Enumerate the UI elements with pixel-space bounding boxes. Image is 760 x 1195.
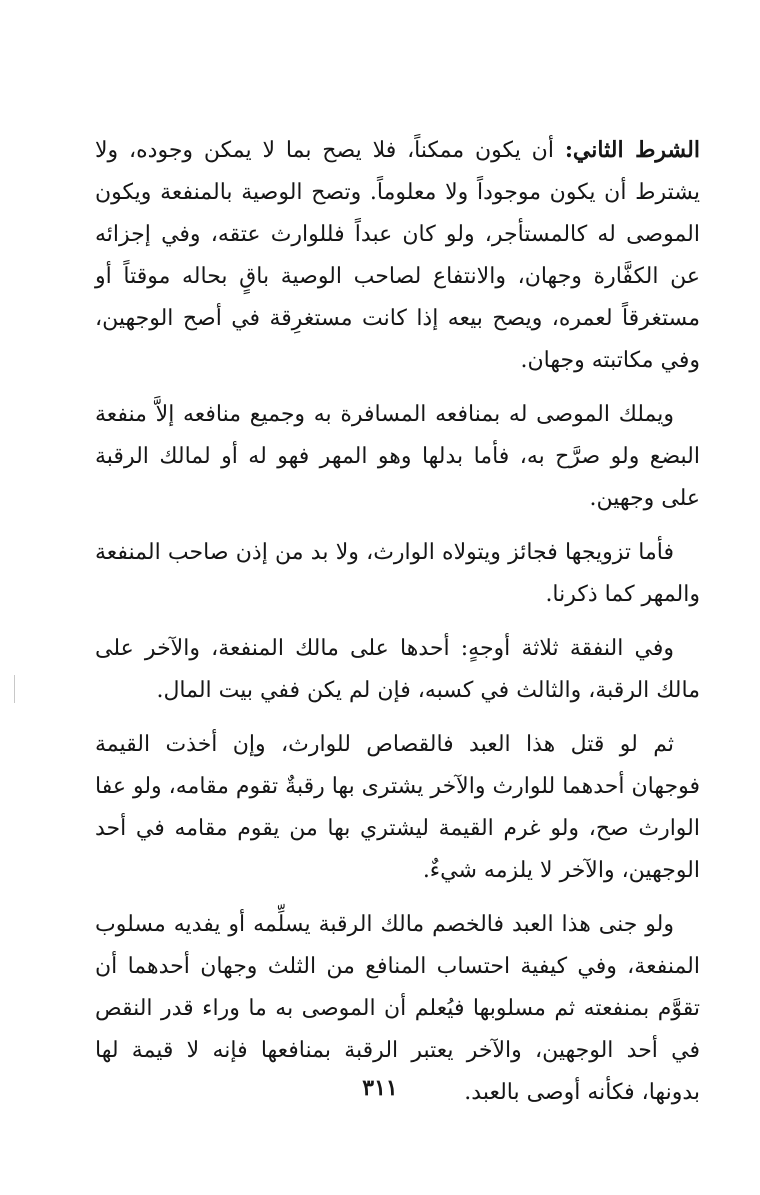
- paragraph-crime: ولو جنى هذا العبد فالخصم مالك الرقبة يسلِّمه أو يفديه مسلوب المنفعة، وفي كيفية احتساب المنافع من الثلث وجهان أحدهما أن تقوَّم بمنفعته ثم مسلوبها فيُعلم أن الموصى به ما وراء قدر النقص في أحد الوجهين، والآخر يعتبر الرقبة بمنافعها فإنه لا قيمة لها بدونها، فكأنه أوصى بالعبد.: [95, 912, 700, 1105]
- paragraph-marriage: فأما تزويجها فجائز ويتولاه الوارث، ولا بد من إذن صاحب المنفعة والمهر كما ذكرنا.: [95, 540, 700, 607]
- paragraph-text: أن يكون ممكناً، فلا يصح بما لا يمكن وجوده، ولا يشترط أن يكون موجوداً ولا معلوماً. وتصح الوصية بالمنفعة ويكون الموصى له كالمستأجر، ولو كان عبداً فللوارث عتقه، وفي إجزائه عن الكفَّارة وجهان، والانتفاع لصاحب الوصية باقٍ بحاله موقتاً أو مستغرقاً لعمره، ويصح بيعه إذا كانت مستغرِقة في أصح الوجهين، وفي مكاتبته وجهان.: [95, 138, 700, 373]
- section-heading: الشرط الثاني:: [564, 137, 701, 163]
- paragraph-condition-two: [95, 129, 700, 382]
- paragraph-killing: ثم لو قتل هذا العبد فالقصاص للوارث، وإن أخذت القيمة فوجهان أحدهما للوارث والآخر يشترى بها رقبةٌ تقوم مقامه، ولو عفا الوارث صح، ولو غرم القيمة ليشتري بها من يقوم مقامه في أحد الوجهين، والآخر لا يلزمه شيءٌ.: [95, 732, 700, 883]
- body-text: [95, 129, 700, 1114]
- paragraph-usufruct-rights: ويملك الموصى له بمنافعه المسافرة به وجميع منافعه إلاَّ منفعة البضع ولو صرَّح به، فأما بدلها وهو المهر فهو له أو لمالك الرقبة على وجهين.: [95, 402, 700, 511]
- paragraph-maintenance: وفي النفقة ثلاثة أوجهٍ: أحدها على مالك المنفعة، والآخر على مالك الرقبة، والثالث في كسبه، فإن لم يكن ففي بيت المال.: [95, 636, 700, 703]
- margin-mark: [14, 675, 15, 703]
- page-number: ٣١١: [362, 1075, 398, 1101]
